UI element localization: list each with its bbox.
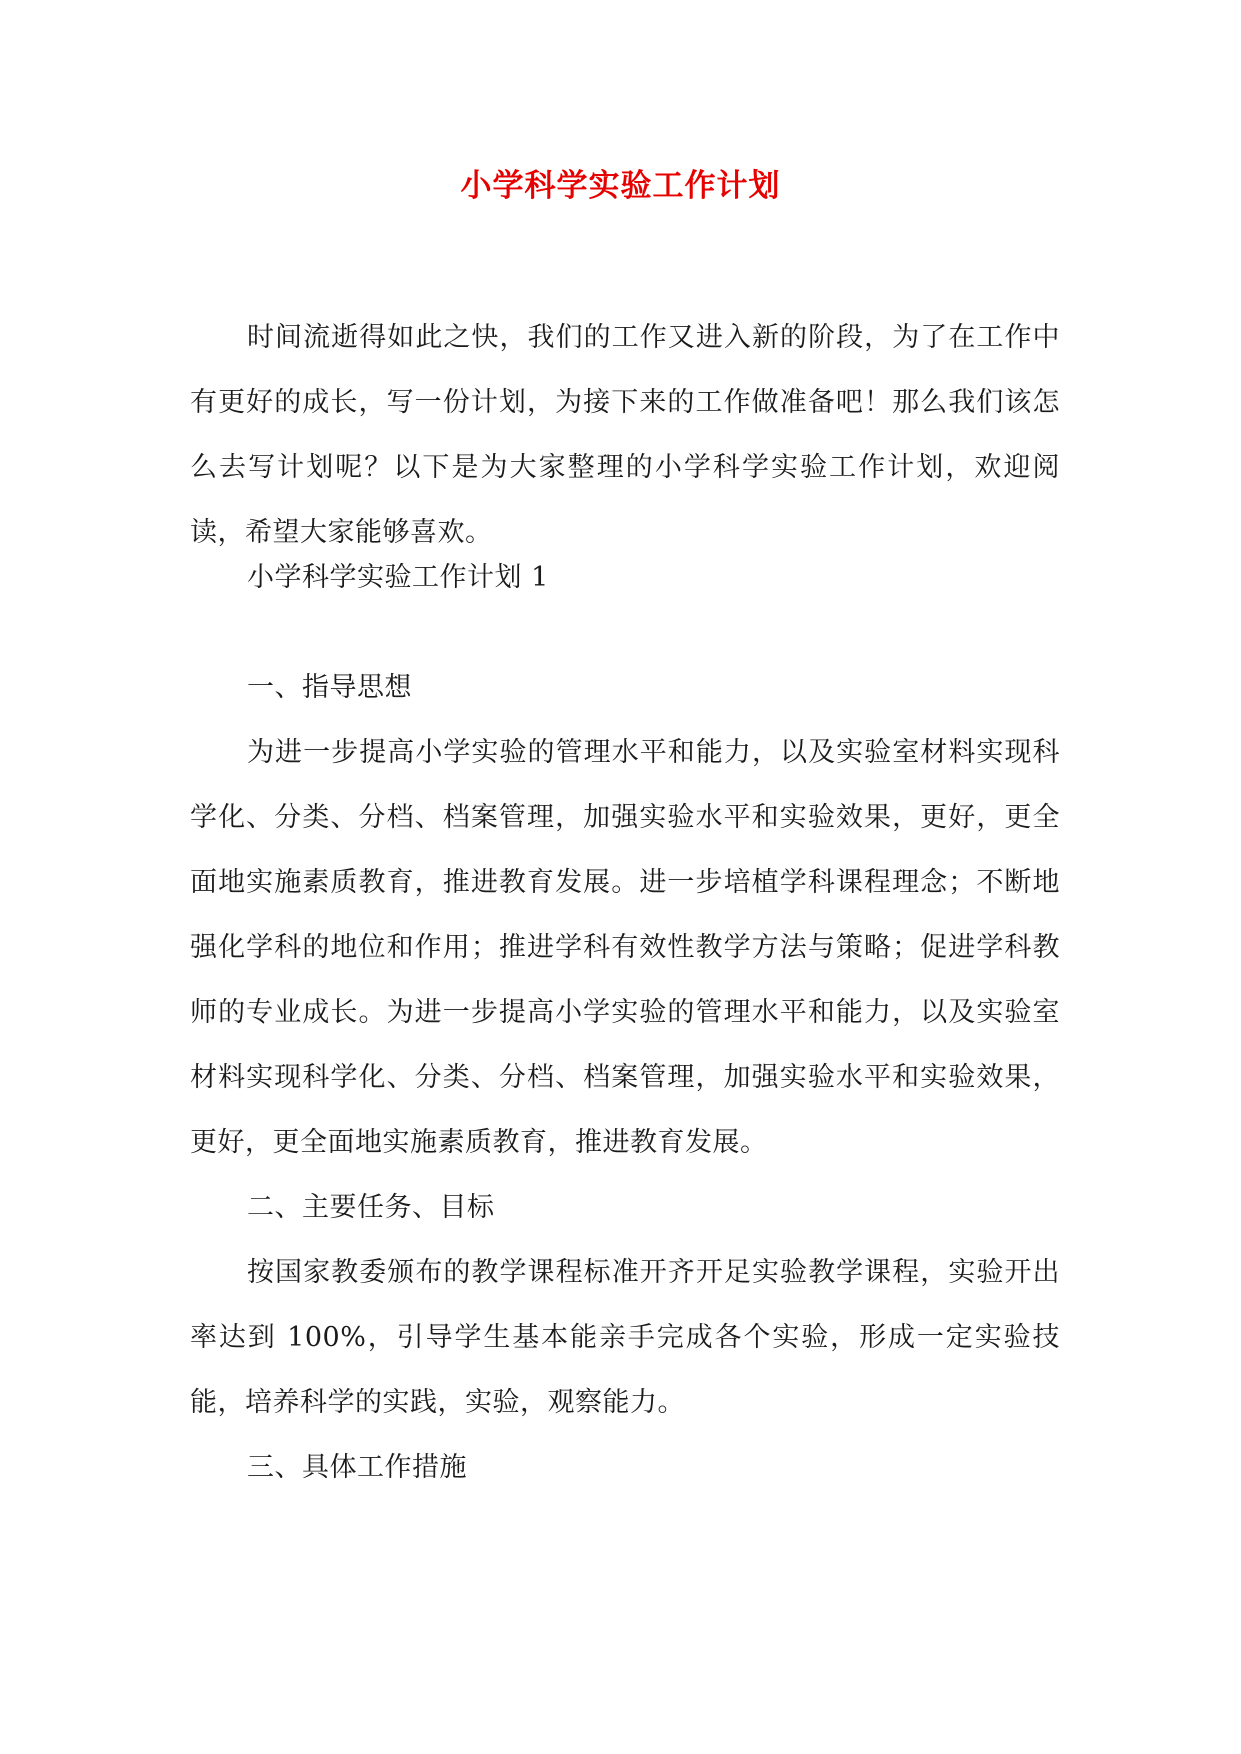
section2-heading: 二、主要任务、目标 — [247, 1192, 495, 1223]
section2-paragraph: 按国家教委颁布的教学课程标准开齐开足实验教学课程，实验开出率达到 100%，引导学生基本能亲手完成各个实验，形成一定实验技能，培养科学的实践，实验，观察能力。 — [190, 1257, 1060, 1418]
section1-paragraph: 为进一步提高小学实验的管理水平和能力，以及实验室材料实现科学化、分类、分档、档案管理，加强实验水平和实验效果，更好，更全面地实施素质教育，推进教育发展。进一步培植学科课程理念；不断地强化学科的地位和作用；推进学科有效性教学方法与策略；促进学科教师的专业成长。为进一步提高小学实验的管理水平和能力，以及实验室材料实现科学化、分类、分档、档案管理，加强实验水平和实验效果，更好，更全面地实施素质教育，推进教育发展。 — [190, 737, 1060, 1158]
section3-heading: 三、具体工作措施 — [247, 1452, 467, 1483]
plan-subtitle: 小学科学实验工作计划 1 — [247, 562, 549, 593]
subtitle-block — [190, 545, 1060, 610]
intro-paragraph: 时间流逝得如此之快，我们的工作又进入新的阶段，为了在工作中有更好的成长，写一份计划，为接下来的工作做准备吧！那么我们该怎么去写计划呢？以下是为大家整理的小学科学实验工作计划，欢迎阅读，希望大家能够喜欢。 — [190, 322, 1060, 548]
section1-block — [190, 655, 1060, 1500]
section1-heading: 一、指导思想 — [247, 672, 412, 703]
document-title: 小学科学实验工作计划 — [460, 168, 781, 204]
intro-block — [190, 305, 1060, 565]
